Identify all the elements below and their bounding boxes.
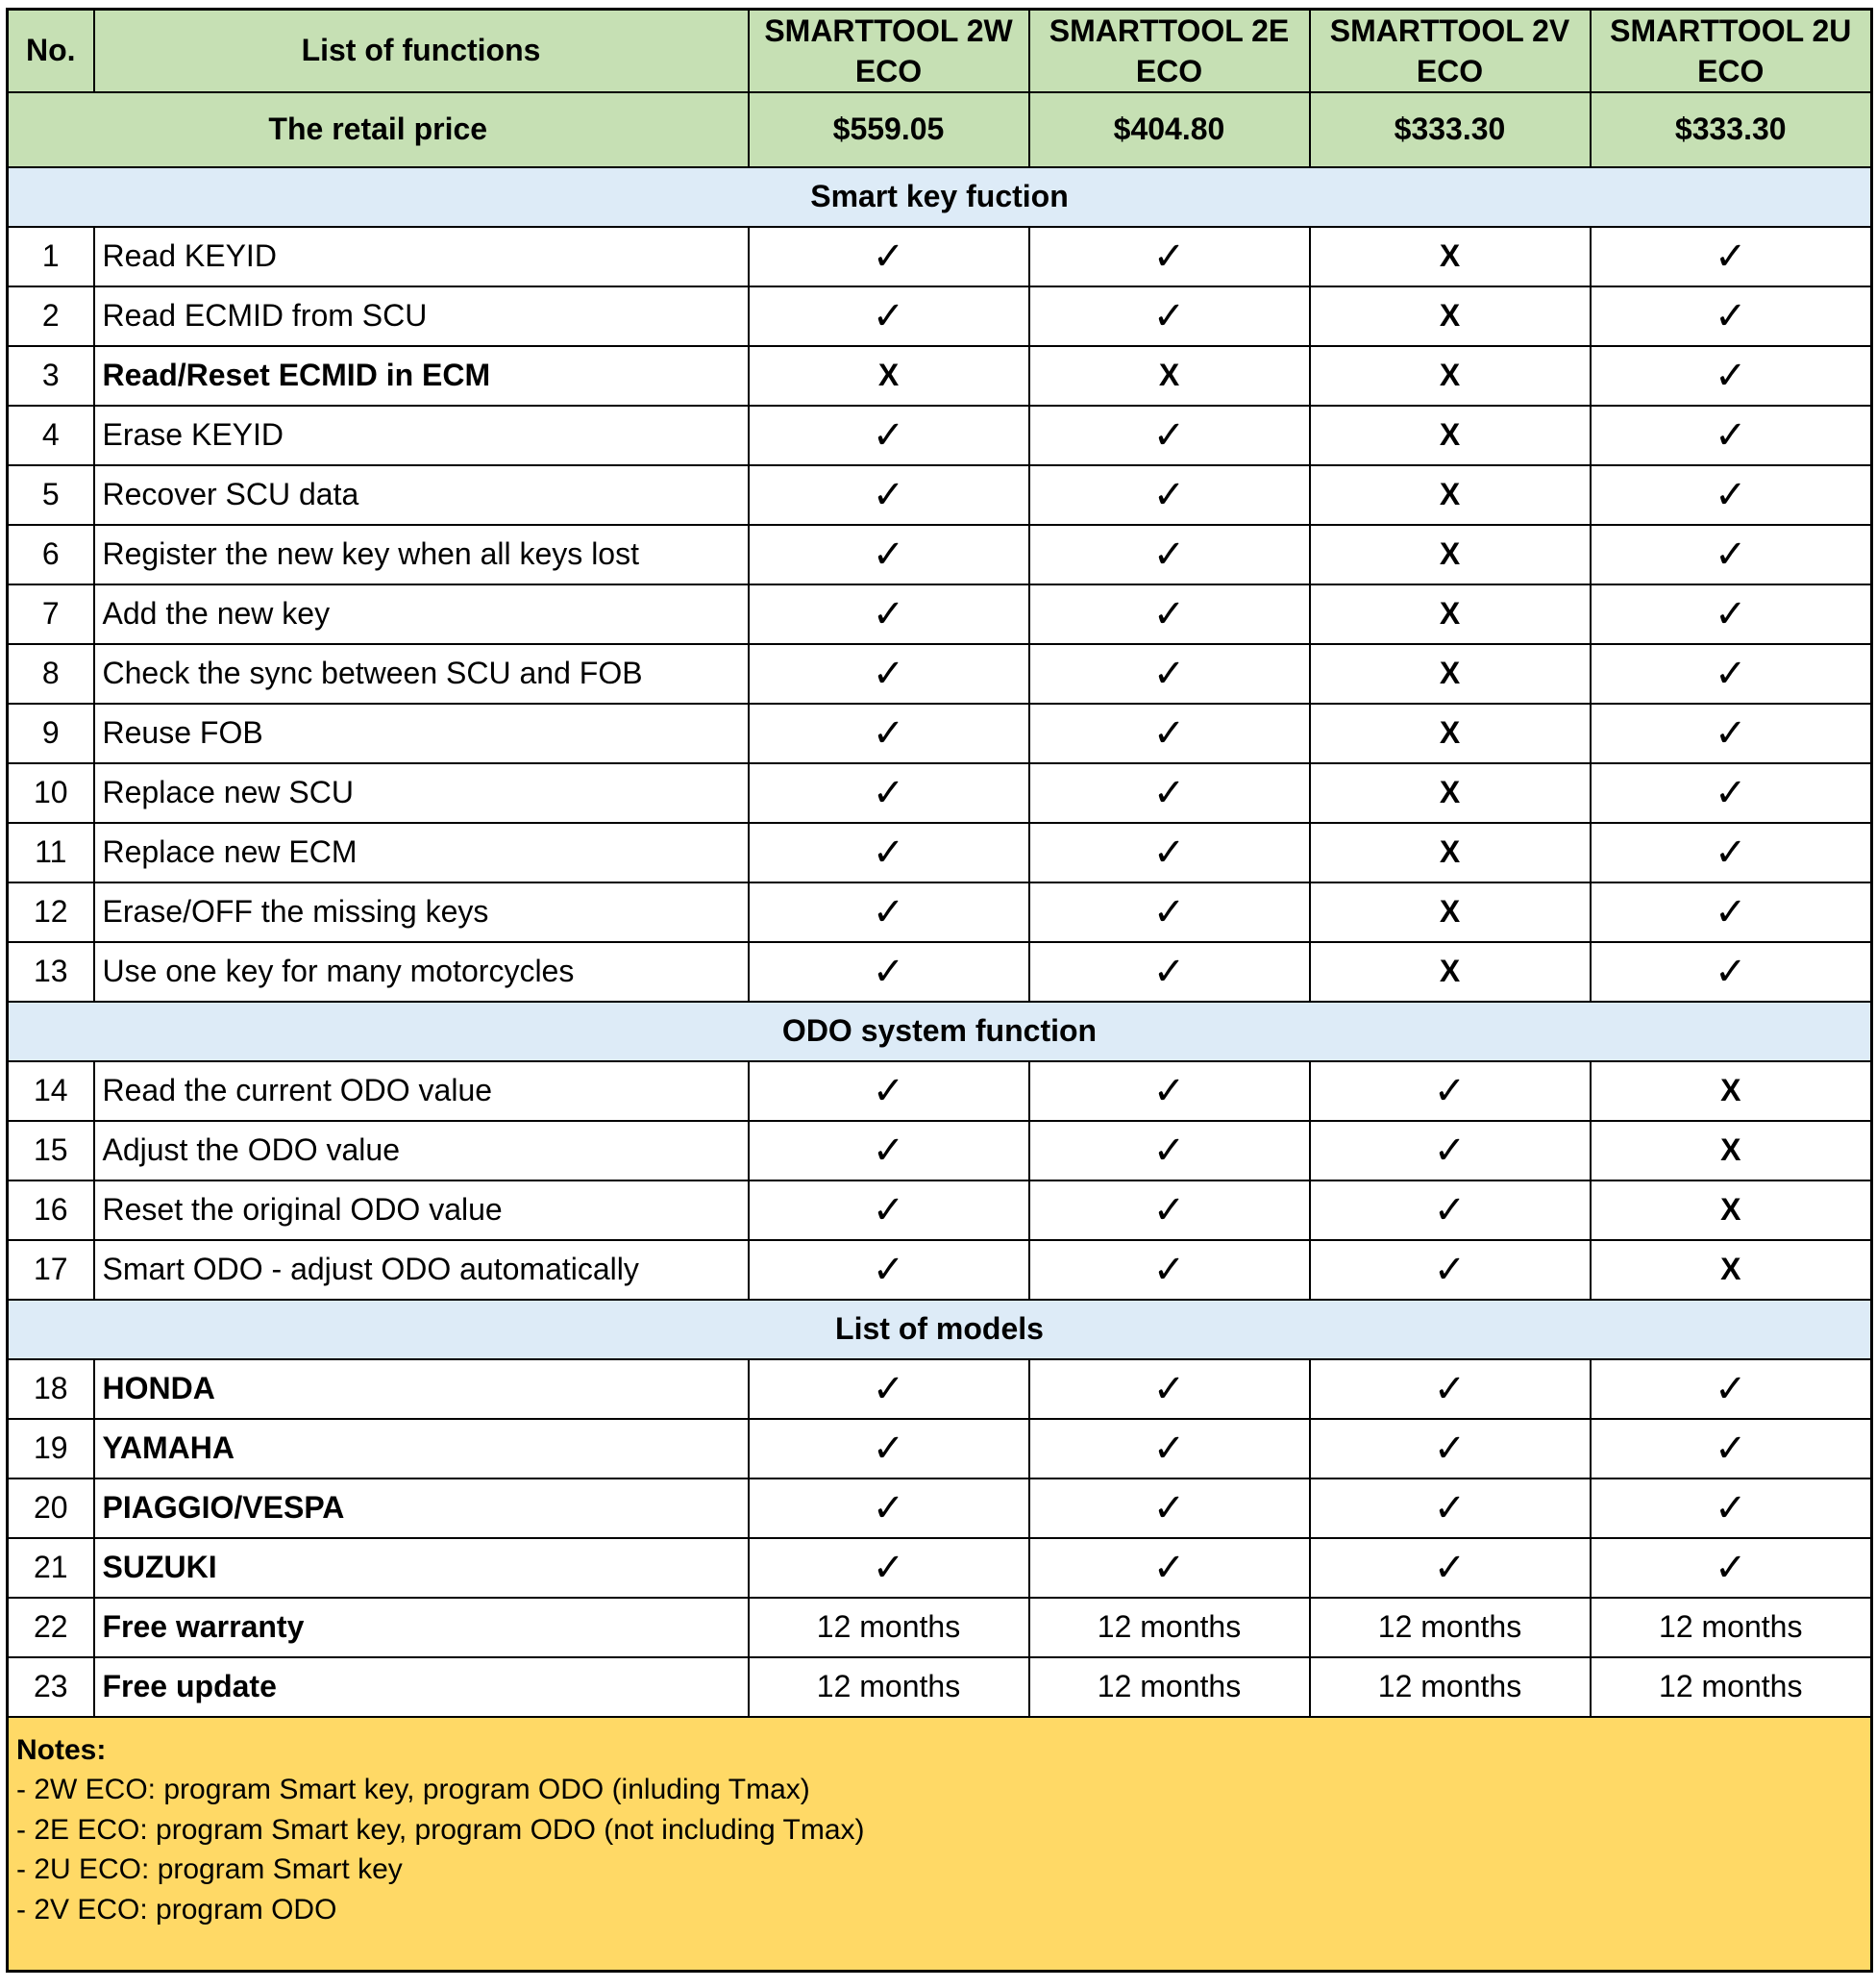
cell-2e bbox=[1029, 1538, 1310, 1598]
notes-cell bbox=[8, 1717, 1872, 1972]
checkmark-icon: ✓ bbox=[1152, 1248, 1186, 1292]
cell-2v bbox=[1310, 882, 1591, 942]
cell-2e bbox=[1029, 1240, 1310, 1300]
cell-2v bbox=[1310, 1180, 1591, 1240]
cell-2v bbox=[1310, 823, 1591, 882]
cell-2v bbox=[1310, 1121, 1591, 1180]
x-mark-icon: X bbox=[1439, 656, 1461, 691]
model-suffix: ECO bbox=[854, 54, 923, 88]
checkmark-icon: ✓ bbox=[1433, 1188, 1467, 1232]
header-model-2v bbox=[1310, 10, 1591, 93]
cell-2v bbox=[1310, 763, 1591, 823]
cell-2u bbox=[1591, 644, 1872, 704]
function-name: Erase/OFF the missing keys bbox=[94, 882, 749, 942]
checkmark-icon: ✓ bbox=[1714, 652, 1747, 696]
cell-2u-value: 12 months bbox=[1591, 1657, 1872, 1717]
function-name: Read KEYID bbox=[94, 227, 749, 286]
cell-2u bbox=[1591, 406, 1872, 465]
cell-2e bbox=[1029, 823, 1310, 882]
checkmark-icon: ✓ bbox=[1714, 1546, 1747, 1590]
checkmark-icon: ✓ bbox=[1714, 413, 1747, 458]
table-row bbox=[8, 1538, 1872, 1598]
header-no: No. bbox=[8, 10, 94, 93]
cell-2e bbox=[1029, 525, 1310, 584]
x-mark-icon: X bbox=[1439, 775, 1461, 810]
function-name: YAMAHA bbox=[94, 1419, 749, 1479]
function-name: Use one key for many motorcycles bbox=[94, 942, 749, 1002]
model-suffix: ECO bbox=[1697, 54, 1765, 88]
row-number: 9 bbox=[8, 704, 94, 763]
cell-2w bbox=[749, 286, 1029, 346]
checkmark-icon: ✓ bbox=[1152, 1427, 1186, 1471]
table-row bbox=[8, 942, 1872, 1002]
table-row bbox=[8, 763, 1872, 823]
checkmark-icon: ✓ bbox=[872, 294, 905, 338]
cell-2e bbox=[1029, 286, 1310, 346]
checkmark-icon: ✓ bbox=[1152, 1486, 1186, 1530]
function-name: Free update bbox=[94, 1657, 749, 1717]
section-title: Smart key fuction bbox=[8, 167, 1872, 227]
note-line: - 2V ECO: program ODO bbox=[16, 1893, 337, 1926]
model-name: SMARTTOOL 2U bbox=[1610, 13, 1852, 48]
table-row bbox=[8, 644, 1872, 704]
notes-row bbox=[8, 1717, 1872, 1972]
checkmark-icon: ✓ bbox=[872, 1188, 905, 1232]
cell-2v bbox=[1310, 1240, 1591, 1300]
cell-2u bbox=[1591, 882, 1872, 942]
notes-title: Notes: bbox=[16, 1734, 107, 1766]
cell-2v-value: 12 months bbox=[1310, 1657, 1591, 1717]
checkmark-icon: ✓ bbox=[872, 1427, 905, 1471]
cell-2v bbox=[1310, 286, 1591, 346]
cell-2w bbox=[749, 1419, 1029, 1479]
checkmark-icon: ✓ bbox=[1152, 950, 1186, 994]
checkmark-icon: ✓ bbox=[1152, 533, 1186, 577]
cell-2w-value: 12 months bbox=[749, 1657, 1029, 1717]
function-name: Erase KEYID bbox=[94, 406, 749, 465]
cell-2e bbox=[1029, 1479, 1310, 1538]
table-row bbox=[8, 465, 1872, 525]
cell-2w bbox=[749, 465, 1029, 525]
checkmark-icon: ✓ bbox=[1152, 235, 1186, 279]
cell-2w bbox=[749, 704, 1029, 763]
table-row bbox=[8, 1121, 1872, 1180]
price-2u: $333.30 bbox=[1591, 92, 1872, 167]
row-number: 1 bbox=[8, 227, 94, 286]
cell-2e-value: 12 months bbox=[1029, 1598, 1310, 1657]
note-line: - 2E ECO: program Smart key, program ODO (not including Tmax) bbox=[16, 1813, 865, 1846]
checkmark-icon: ✓ bbox=[1152, 1188, 1186, 1232]
cell-2v bbox=[1310, 1359, 1591, 1419]
cell-2v bbox=[1310, 525, 1591, 584]
function-name: Check the sync between SCU and FOB bbox=[94, 644, 749, 704]
cell-2u bbox=[1591, 1538, 1872, 1598]
checkmark-icon: ✓ bbox=[1714, 950, 1747, 994]
row-number: 15 bbox=[8, 1121, 94, 1180]
cell-2w bbox=[749, 942, 1029, 1002]
row-number: 12 bbox=[8, 882, 94, 942]
cell-2v bbox=[1310, 1061, 1591, 1121]
table-row bbox=[8, 1479, 1872, 1538]
x-mark-icon: X bbox=[1439, 954, 1461, 989]
checkmark-icon: ✓ bbox=[872, 711, 905, 756]
cell-2e bbox=[1029, 346, 1310, 406]
function-name: Read the current ODO value bbox=[94, 1061, 749, 1121]
checkmark-icon: ✓ bbox=[1433, 1427, 1467, 1471]
cell-2u bbox=[1591, 1359, 1872, 1419]
checkmark-icon: ✓ bbox=[1152, 413, 1186, 458]
cell-2w bbox=[749, 346, 1029, 406]
function-name: Reset the original ODO value bbox=[94, 1180, 749, 1240]
checkmark-icon: ✓ bbox=[872, 533, 905, 577]
checkmark-icon: ✓ bbox=[872, 1367, 905, 1411]
x-mark-icon: X bbox=[1439, 417, 1461, 453]
cell-2u bbox=[1591, 1419, 1872, 1479]
checkmark-icon: ✓ bbox=[872, 592, 905, 636]
checkmark-icon: ✓ bbox=[872, 1129, 905, 1173]
checkmark-icon: ✓ bbox=[1152, 711, 1186, 756]
table-row bbox=[8, 1359, 1872, 1419]
table-row bbox=[8, 1061, 1872, 1121]
checkmark-icon: ✓ bbox=[872, 413, 905, 458]
checkmark-icon: ✓ bbox=[872, 1069, 905, 1113]
x-mark-icon: X bbox=[1439, 536, 1461, 572]
row-number: 13 bbox=[8, 942, 94, 1002]
cell-2w bbox=[749, 584, 1029, 644]
x-mark-icon: X bbox=[1720, 1073, 1741, 1108]
cell-2e bbox=[1029, 1121, 1310, 1180]
cell-2v bbox=[1310, 584, 1591, 644]
x-mark-icon: X bbox=[1439, 298, 1461, 334]
cell-2u bbox=[1591, 1061, 1872, 1121]
x-mark-icon: X bbox=[1158, 358, 1180, 393]
cell-2v bbox=[1310, 346, 1591, 406]
cell-2u bbox=[1591, 763, 1872, 823]
price-2w: $559.05 bbox=[749, 92, 1029, 167]
model-name: SMARTTOOL 2E bbox=[1049, 13, 1290, 48]
checkmark-icon: ✓ bbox=[872, 1248, 905, 1292]
cell-2w bbox=[749, 1061, 1029, 1121]
checkmark-icon: ✓ bbox=[1152, 1546, 1186, 1590]
checkmark-icon: ✓ bbox=[1433, 1367, 1467, 1411]
checkmark-icon: ✓ bbox=[872, 1546, 905, 1590]
function-name: HONDA bbox=[94, 1359, 749, 1419]
cell-2u bbox=[1591, 465, 1872, 525]
price-row bbox=[8, 92, 1872, 167]
checkmark-icon: ✓ bbox=[1714, 711, 1747, 756]
table-row bbox=[8, 525, 1872, 584]
checkmark-icon: ✓ bbox=[872, 1486, 905, 1530]
row-number: 18 bbox=[8, 1359, 94, 1419]
x-mark-icon: X bbox=[1439, 715, 1461, 751]
function-name: Recover SCU data bbox=[94, 465, 749, 525]
header-model-2w bbox=[749, 10, 1029, 93]
cell-2e bbox=[1029, 227, 1310, 286]
table-row bbox=[8, 406, 1872, 465]
function-name: Add the new key bbox=[94, 584, 749, 644]
table-row bbox=[8, 1657, 1872, 1717]
cell-2u bbox=[1591, 942, 1872, 1002]
checkmark-icon: ✓ bbox=[1714, 473, 1747, 517]
model-name: SMARTTOOL 2W bbox=[764, 13, 1013, 48]
cell-2e bbox=[1029, 704, 1310, 763]
checkmark-icon: ✓ bbox=[1152, 473, 1186, 517]
row-number: 23 bbox=[8, 1657, 94, 1717]
table-row bbox=[8, 823, 1872, 882]
checkmark-icon: ✓ bbox=[1714, 354, 1747, 398]
cell-2v bbox=[1310, 644, 1591, 704]
checkmark-icon: ✓ bbox=[872, 771, 905, 815]
row-number: 16 bbox=[8, 1180, 94, 1240]
cell-2e bbox=[1029, 465, 1310, 525]
cell-2u-value: 12 months bbox=[1591, 1598, 1872, 1657]
row-number: 22 bbox=[8, 1598, 94, 1657]
row-number: 10 bbox=[8, 763, 94, 823]
cell-2e bbox=[1029, 1419, 1310, 1479]
cell-2u bbox=[1591, 584, 1872, 644]
function-name: Smart ODO - adjust ODO automatically bbox=[94, 1240, 749, 1300]
checkmark-icon: ✓ bbox=[1714, 294, 1747, 338]
function-name: Reuse FOB bbox=[94, 704, 749, 763]
cell-2u bbox=[1591, 704, 1872, 763]
cell-2e bbox=[1029, 584, 1310, 644]
x-mark-icon: X bbox=[1439, 596, 1461, 632]
cell-2v bbox=[1310, 1419, 1591, 1479]
cell-2v bbox=[1310, 1538, 1591, 1598]
checkmark-icon: ✓ bbox=[1152, 831, 1186, 875]
checkmark-icon: ✓ bbox=[872, 890, 905, 934]
function-name: Replace new ECM bbox=[94, 823, 749, 882]
table-row bbox=[8, 1180, 1872, 1240]
x-mark-icon: X bbox=[877, 358, 900, 393]
cell-2v-value: 12 months bbox=[1310, 1598, 1591, 1657]
cell-2u bbox=[1591, 1180, 1872, 1240]
cell-2w bbox=[749, 227, 1029, 286]
function-name: Read/Reset ECMID in ECM bbox=[94, 346, 749, 406]
checkmark-icon: ✓ bbox=[1714, 1427, 1747, 1471]
checkmark-icon: ✓ bbox=[872, 473, 905, 517]
cell-2e bbox=[1029, 942, 1310, 1002]
x-mark-icon: X bbox=[1439, 238, 1461, 274]
checkmark-icon: ✓ bbox=[1714, 771, 1747, 815]
row-number: 20 bbox=[8, 1479, 94, 1538]
x-mark-icon: X bbox=[1720, 1192, 1741, 1228]
x-mark-icon: X bbox=[1720, 1132, 1741, 1168]
checkmark-icon: ✓ bbox=[1433, 1129, 1467, 1173]
x-mark-icon: X bbox=[1439, 894, 1461, 930]
checkmark-icon: ✓ bbox=[1152, 1367, 1186, 1411]
cell-2w bbox=[749, 763, 1029, 823]
cell-2u bbox=[1591, 346, 1872, 406]
cell-2w bbox=[749, 525, 1029, 584]
checkmark-icon: ✓ bbox=[1433, 1486, 1467, 1530]
cell-2u bbox=[1591, 286, 1872, 346]
x-mark-icon: X bbox=[1720, 1252, 1741, 1287]
checkmark-icon: ✓ bbox=[872, 235, 905, 279]
checkmark-icon: ✓ bbox=[1714, 235, 1747, 279]
cell-2w bbox=[749, 1121, 1029, 1180]
section-title: List of models bbox=[8, 1300, 1872, 1359]
checkmark-icon: ✓ bbox=[1152, 1069, 1186, 1113]
checkmark-icon: ✓ bbox=[1714, 533, 1747, 577]
cell-2u bbox=[1591, 823, 1872, 882]
checkmark-icon: ✓ bbox=[1433, 1069, 1467, 1113]
header-row bbox=[8, 10, 1872, 93]
cell-2w bbox=[749, 1479, 1029, 1538]
cell-2u bbox=[1591, 1121, 1872, 1180]
section-row bbox=[8, 167, 1872, 227]
table-row bbox=[8, 346, 1872, 406]
row-number: 5 bbox=[8, 465, 94, 525]
model-suffix: ECO bbox=[1135, 54, 1203, 88]
cell-2u bbox=[1591, 227, 1872, 286]
checkmark-icon: ✓ bbox=[1152, 294, 1186, 338]
table-row bbox=[8, 1598, 1872, 1657]
cell-2u bbox=[1591, 1240, 1872, 1300]
note-line: - 2U ECO: program Smart key bbox=[16, 1853, 403, 1885]
x-mark-icon: X bbox=[1439, 358, 1461, 393]
section-title: ODO system function bbox=[8, 1002, 1872, 1061]
comparison-sheet bbox=[6, 8, 1870, 1973]
cell-2w bbox=[749, 1240, 1029, 1300]
table-row bbox=[8, 882, 1872, 942]
comparison-table bbox=[6, 8, 1873, 1973]
section-row bbox=[8, 1002, 1872, 1061]
price-2e: $404.80 bbox=[1029, 92, 1310, 167]
cell-2w bbox=[749, 406, 1029, 465]
function-name: Adjust the ODO value bbox=[94, 1121, 749, 1180]
cell-2w bbox=[749, 823, 1029, 882]
table-row bbox=[8, 584, 1872, 644]
cell-2w bbox=[749, 1359, 1029, 1419]
row-number: 4 bbox=[8, 406, 94, 465]
checkmark-icon: ✓ bbox=[1152, 1129, 1186, 1173]
price-2v: $333.30 bbox=[1310, 92, 1591, 167]
row-number: 3 bbox=[8, 346, 94, 406]
note-line: - 2W ECO: program Smart key, program ODO (inluding Tmax) bbox=[16, 1774, 810, 1805]
row-number: 2 bbox=[8, 286, 94, 346]
model-suffix: ECO bbox=[1416, 54, 1484, 88]
cell-2v bbox=[1310, 406, 1591, 465]
header-model-2e bbox=[1029, 10, 1310, 93]
checkmark-icon: ✓ bbox=[1433, 1248, 1467, 1292]
cell-2e bbox=[1029, 406, 1310, 465]
x-mark-icon: X bbox=[1439, 834, 1461, 870]
checkmark-icon: ✓ bbox=[1714, 1367, 1747, 1411]
function-name: Replace new SCU bbox=[94, 763, 749, 823]
checkmark-icon: ✓ bbox=[1152, 592, 1186, 636]
function-name: Free warranty bbox=[94, 1598, 749, 1657]
x-mark-icon: X bbox=[1439, 477, 1461, 512]
row-number: 6 bbox=[8, 525, 94, 584]
cell-2w bbox=[749, 1180, 1029, 1240]
row-number: 11 bbox=[8, 823, 94, 882]
function-name: SUZUKI bbox=[94, 1538, 749, 1598]
row-number: 21 bbox=[8, 1538, 94, 1598]
checkmark-icon: ✓ bbox=[1714, 592, 1747, 636]
cell-2e bbox=[1029, 882, 1310, 942]
row-number: 14 bbox=[8, 1061, 94, 1121]
checkmark-icon: ✓ bbox=[1714, 831, 1747, 875]
row-number: 7 bbox=[8, 584, 94, 644]
table-row bbox=[8, 1419, 1872, 1479]
cell-2v bbox=[1310, 227, 1591, 286]
checkmark-icon: ✓ bbox=[1433, 1546, 1467, 1590]
checkmark-icon: ✓ bbox=[1714, 1486, 1747, 1530]
function-name: Register the new key when all keys lost bbox=[94, 525, 749, 584]
section-row bbox=[8, 1300, 1872, 1359]
cell-2e bbox=[1029, 644, 1310, 704]
cell-2w bbox=[749, 1538, 1029, 1598]
cell-2e bbox=[1029, 1180, 1310, 1240]
table-row bbox=[8, 227, 1872, 286]
price-label: The retail price bbox=[8, 92, 749, 167]
checkmark-icon: ✓ bbox=[872, 950, 905, 994]
checkmark-icon: ✓ bbox=[1714, 890, 1747, 934]
table-row bbox=[8, 286, 1872, 346]
header-model-2u bbox=[1591, 10, 1872, 93]
model-name: SMARTTOOL 2V bbox=[1329, 13, 1570, 48]
function-name: Read ECMID from SCU bbox=[94, 286, 749, 346]
checkmark-icon: ✓ bbox=[1152, 652, 1186, 696]
row-number: 17 bbox=[8, 1240, 94, 1300]
cell-2w-value: 12 months bbox=[749, 1598, 1029, 1657]
checkmark-icon: ✓ bbox=[872, 652, 905, 696]
function-name: PIAGGIO/VESPA bbox=[94, 1479, 749, 1538]
cell-2e bbox=[1029, 763, 1310, 823]
header-functions: List of functions bbox=[94, 10, 749, 93]
cell-2v bbox=[1310, 942, 1591, 1002]
checkmark-icon: ✓ bbox=[1152, 771, 1186, 815]
checkmark-icon: ✓ bbox=[1152, 890, 1186, 934]
row-number: 19 bbox=[8, 1419, 94, 1479]
cell-2w bbox=[749, 644, 1029, 704]
cell-2e bbox=[1029, 1061, 1310, 1121]
cell-2v bbox=[1310, 1479, 1591, 1538]
row-number: 8 bbox=[8, 644, 94, 704]
cell-2v bbox=[1310, 465, 1591, 525]
cell-2e-value: 12 months bbox=[1029, 1657, 1310, 1717]
checkmark-icon: ✓ bbox=[872, 831, 905, 875]
cell-2v bbox=[1310, 704, 1591, 763]
table-row bbox=[8, 1240, 1872, 1300]
cell-2u bbox=[1591, 1479, 1872, 1538]
cell-2e bbox=[1029, 1359, 1310, 1419]
table-row bbox=[8, 704, 1872, 763]
cell-2w bbox=[749, 882, 1029, 942]
cell-2u bbox=[1591, 525, 1872, 584]
